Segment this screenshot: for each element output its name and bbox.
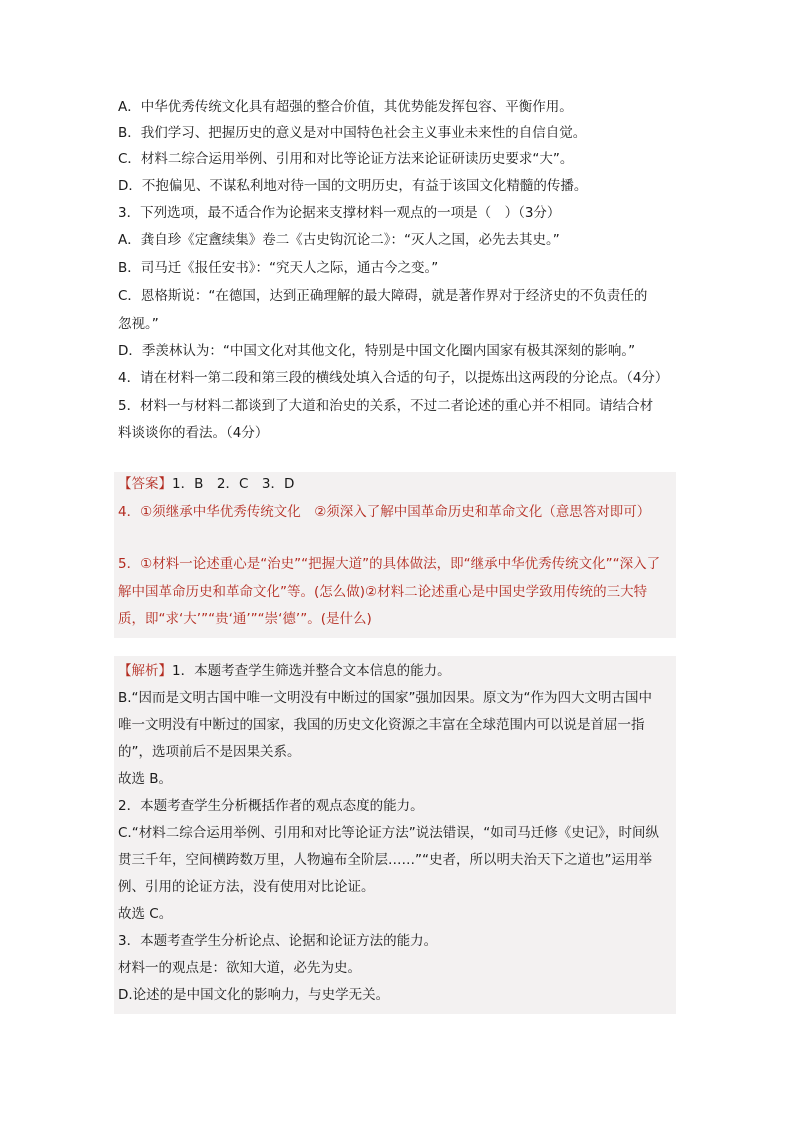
analysis-line-4: 的”，选项前后不是因果关系。 [118, 744, 301, 760]
analysis-line-11: 3．本题考查学生分析论点、论据和论证方法的能力。 [118, 933, 438, 949]
answer-tag: 【答案】 [118, 476, 172, 492]
answer-line-1 [118, 475, 294, 493]
analysis-line-2: B.“因而是文明古国中唯一文明没有中断过的国家”强加因果。原文为“作为四大文明古国中 [118, 690, 653, 706]
question-5-line1: 5．材料一与材料二都谈到了大道和治史的关系，不过二者论述的重心并不相同。请结合材 [118, 398, 654, 414]
answer-5-line1: 5．①材料一论述重心是“治史”“把握大道”的具体做法，即“继承中华优秀传统文化”“深入了 [118, 556, 661, 572]
question-3-option-b: B．司马迁《报任安书》：“究天人之际，通古今之变。” [118, 260, 439, 276]
question-5-line2: 料谈谈你的看法。（4分） [118, 425, 269, 441]
question-3: 3．下列选项，最不适合作为论据来支撑材料一观点的一项是（ ）（3分） [118, 205, 561, 221]
analysis-line-1 [118, 662, 451, 680]
analysis-tag: 【解析】 [118, 663, 172, 679]
analysis-line-12: 材料一的观点是：欲知大道，必先为史。 [118, 960, 361, 976]
analysis-line-10: 故选 C。 [118, 906, 173, 922]
option-c: C．材料二综合运用举例、引用和对比等论证方法来论证研读历史要求“大”。 [118, 151, 574, 167]
question-3-option-c-line2: 忽视。” [118, 316, 159, 332]
analysis-line-6: 2．本题考查学生分析概括作者的观点态度的能力。 [118, 798, 424, 814]
question-3-option-c-line1: C．恩格斯说：“在德国，达到正确理解的最大障碍，就是著作界对于经济史的不负责任的 [118, 288, 648, 304]
question-3-option-a: A．龚自珍《定盦续集》卷二《古史钩沉论二》：“灭人之国，必先去其史。” [118, 232, 560, 248]
option-d: D．不抱偏见、不谋私利地对待一国的文明历史，有益于该国文化精髓的传播。 [118, 178, 588, 194]
answer-choices: 1．B 2．C 3．D [172, 476, 295, 492]
answer-5-line2: 解中国革命历史和革命文化”等。(怎么做)②材料二论述重心是中国史学致用传统的三大特 [118, 584, 648, 600]
analysis-line-9: 例、引用的论证方法，没有使用对比论证。 [118, 879, 375, 895]
analysis-line-7: C.“材料二综合运用举例、引用和对比等论证方法”说法错误，“如司马迁修《史记》，时间纵 [118, 825, 659, 841]
question-4: 4．请在材料一第二段和第三段的横线处填入合适的句子，以提炼出这两段的分论点。（4分） [118, 370, 669, 386]
analysis-text-1: 1．本题考查学生筛选并整合文本信息的能力。 [172, 663, 451, 679]
answer-4: 4．①须继承中华优秀传统文化 ②须深入了解中国革命历史和革命文化（意思答对即可） [118, 504, 651, 520]
analysis-line-3: 唯一文明没有中断过的国家，我国的历史文化资源之丰富在全球范围内可以说是首屈一指 [118, 717, 645, 733]
question-3-option-d: D．季羡林认为：“中国文化对其他文化，特别是中国文化圈内国家有极其深刻的影响。” [118, 343, 636, 359]
analysis-line-5: 故选 B。 [118, 771, 173, 787]
analysis-line-8: 贯三千年，空间横跨数万里，人物遍布全阶层……”“史者，所以明夫治天下之道也”运用举 [118, 852, 652, 868]
analysis-line-13: D.论述的是中国文化的影响力，与史学无关。 [118, 987, 390, 1003]
answer-5-line3: 质，即“求‘大’”“贵‘通’”“崇‘德’”。(是什么) [118, 611, 372, 627]
option-b: B．我们学习、把握历史的意义是对中国特色社会主义事业未来性的自信自觉。 [118, 125, 587, 141]
option-a: A．中华优秀传统文化具有超强的整合价值，其优势能发挥包容、平衡作用。 [118, 99, 573, 115]
